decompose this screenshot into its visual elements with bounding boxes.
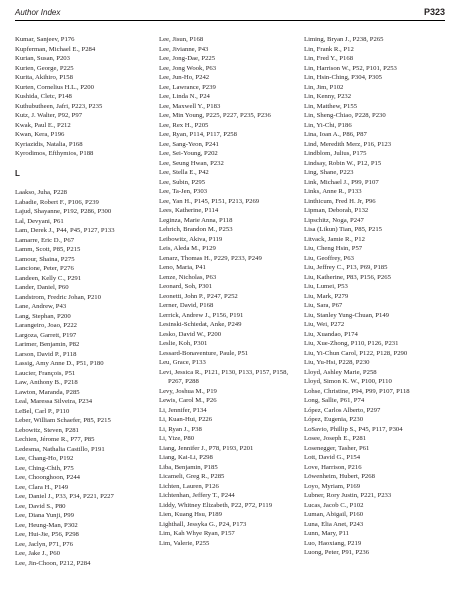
index-entry: Lloyd, Simon K. W., P100, P110 [304,378,392,385]
index-entry: Losee, Joseph E., P281 [304,435,367,442]
index-entry: Lehrich, Brandon M., P253 [159,226,233,233]
index-entry: Links, Anne R., P133 [304,188,362,195]
index-entry: Lin, Sheng-Chiao, P228, P230 [304,112,386,119]
index-entry: Lee, Hui-Jie, P56, P298 [15,531,79,538]
index-entry: Liu, Sara, P67 [304,302,343,309]
index-entry: López, Eugenia, P230 [304,416,364,423]
index-entry: Lin, Fred Y., P168 [304,55,354,62]
index-entry: Lessard-Bonaventure, Paule, P51 [159,349,249,357]
index-entry: Leonetti, John P., P247, P252 [159,292,238,300]
index-entry: Kurten, Cornelius H.L., P200 [15,83,94,91]
index-entry: Kushida, Cletc, P148 [15,93,72,100]
index-entry: Leal, Maressa Silveira, P234 [15,398,93,405]
index-entry: Lee, Jake J., P60 [15,550,60,557]
index-entry: Lee, Maxwell Y., P183 [159,102,221,110]
index-entry: Larson, David P., P118 [15,350,77,358]
index-entry: Lipschitz, Noga, P247 [304,216,364,224]
index-entry: López, Carlos Alberto, P297 [304,406,381,414]
entry-list-l [15,188,153,568]
index-entry: Lee, Ching-Chih, P75 [15,464,74,472]
index-entry: Kurian, Susan, P203 [15,55,70,62]
index-entry: Lerrick, Andrew J., P156, P191 [159,311,244,319]
index-entry: Lee, Diana Yunji, P99 [15,512,74,519]
index-entry: Luman, Abigail, P160 [304,511,364,518]
index-entry: Lee, Ryan, P114, P117, P258 [159,131,237,138]
index-entry: Kyrodimos, Efthymios, P188 [15,150,94,157]
index-entry: Lin, Hsin-Ching, P304, P305 [304,74,383,81]
index-entry: Lee, Choonghoon, P244 [15,474,81,481]
index-column-1 [15,35,153,568]
index-entry: Luo, Haoxiang, P219 [304,539,362,547]
index-entry: Liming, Bryan J., P238, P265 [304,36,384,43]
index-entry: Lam, Derek J., P44, P45, P127, P133 [15,227,115,234]
index-entry: Lin, Kenny, P232 [304,93,352,100]
index-entry: Leonard, Soh, P301 [159,283,213,290]
index-entry: Liba, Benjamin, P185 [159,463,218,471]
index-entry: Lim, Valerie, P255 [159,539,210,547]
index-entry: Lubner, Rory Justin, P221, P233 [304,492,392,499]
index-entry: Ledesma, Nathalia Castillo, P191 [15,445,105,453]
index-columns [0,35,460,605]
index-entry: Lenze, Nicholas, P63 [159,273,217,281]
index-entry: Kurien, George, P225 [15,64,74,72]
index-entry: Lamarre, Eric D., P67 [15,236,75,244]
index-entry: Kwan, Kera, P196 [15,131,65,138]
index-entry: Lander, Daniel, P60 [15,284,69,291]
index-entry: Losenegger, Tasher, P61 [304,444,370,452]
index-entry: Landeen, Kelly C., P291 [15,274,82,282]
index-entry: Lee, Jong-Dae, P225 [159,55,216,62]
index-entry: Litvack, Jamie R., P12 [304,235,365,243]
index-entry: Lighthall, Jessyka G., P24, P173 [159,520,247,528]
index-entry: Liu, Xuandao, P174 [304,330,358,338]
index-entry: Lee, Jivianne, P43 [159,45,209,53]
index-entry: Lee, Jisun, P168 [159,36,204,43]
index-entry: Liu, Yi-Chun Carol, P122, P128, P290 [304,349,408,357]
index-entry: Lott, David G., P154 [304,454,361,461]
index-entry: Lee, Jun-Ho, P242 [159,74,210,81]
index-entry: Ling, Shane, P223 [304,169,354,176]
index-entry: Lisa (Likun) Tian, P85, P215 [304,226,383,233]
index-entry: Leibowitz, Akiva, P119 [159,235,223,243]
running-header [15,4,445,18]
index-entry: Lichtenhan, Jeffery T., P244 [159,492,235,499]
page-number: P323 [423,7,445,17]
index-entry: Lee, Seung Hwan, P232 [159,159,224,167]
index-entry: Luna, Elia Anet, P243 [304,520,364,528]
index-entry: Lee, Subin, P295 [159,178,206,186]
index-entry: Lassig, Amy Anne D., P51, P180 [15,360,104,367]
index-entry: Linthicum, Fred H. Jr, P96 [304,197,376,205]
index-entry: Liu, Wei, P272 [304,321,345,328]
index-entry: Liu, Katherine, P83, P156, P265 [304,273,391,281]
index-entry: Liang, Jennifer J., P78, P193, P201 [159,444,254,452]
index-entry: Lamm, Scott, P85, P215 [15,246,81,253]
index-entry: Leno, Maria, P41 [159,264,206,271]
index-entry: Lichten, Lauren, P126 [159,482,219,490]
index-entry: Lin, Harrison W., P52, P101, P253 [304,64,397,72]
index-entry: Lin, Frank R., P12 [304,45,354,53]
index-entry: Lohse, Christine, P94, P99, P107, P118 [304,387,410,395]
index-entry: Liu, Yu-Hsi, P228, P230 [304,359,370,366]
index-entry: Li, Jennifer, P134 [159,406,207,414]
index-entry: Laucier, François, P51 [15,369,76,377]
index-entry: Largoza, Garrett, P197 [15,331,77,339]
index-entry: Lee, Min Young, P225, P227, P235, P236 [159,112,271,119]
section-title: Author Index [15,8,61,17]
index-entry: Lee, Daniel J., P33, P34, P221, P227 [15,493,114,500]
index-entry: Lee, Lawrance, P239 [159,83,216,91]
index-entry: Lancione, Peter, P276 [15,265,74,272]
index-column-3 [304,35,442,558]
index-entry: Lucas, Jacob C., P102 [304,501,364,509]
index-entry: Landstrom, Fredric Johan, P210 [15,293,101,301]
index-entry: Lerner, David, P168 [159,302,214,309]
index-entry: Larangeiro, Joao, P222 [15,322,78,329]
index-entry: Leginza, Marie Anna, P118 [159,216,233,224]
index-entry: Kumar, Sanjeev, P176 [15,36,75,43]
index-entry: Lien, Kuang Hsu, P189 [159,511,222,518]
index-entry: Liu, Mark, P279 [304,292,349,300]
index-entry: Lin, Jim, P102 [304,83,344,91]
index-entry: Lamour, Shaina, P275 [15,255,75,263]
entry-list [159,35,297,548]
index-entry: Lane, Andrew, P43 [15,303,67,310]
index-entry: Kyriazidis, Natalia, P168 [15,140,83,148]
index-entry: Luong, Peter, P91, P236 [304,549,370,556]
index-entry: Lee, Yan H., P145, P151, P213, P269 [159,197,260,205]
index-entry: Lechien, Jérome R., P77, P85 [15,436,95,443]
index-entry: Liddy, Whitney Elizabeth, P22, P72, P119 [159,501,273,509]
index-entry: Li, Ryan J., P38 [159,425,202,433]
index-entry: Liu, Stanley Yung-Chuan, P149 [304,311,390,319]
index-entry: Lee, Rex H., P205 [159,121,209,129]
index-entry: Löwenheim, Hubert, P268 [304,473,375,480]
index-entry: Liu, Xue-Zhong, P110, P126, P231 [304,340,399,347]
entry-list [304,35,442,558]
index-entry: Liu, Cheng Hsin, P57 [304,245,363,252]
index-entry: Kwak, Paul E., P212 [15,121,71,129]
index-entry: Liang, Kai-Li, P298 [159,454,213,461]
index-entry: Lajud, Shayanne, P192, P286, P300 [15,208,112,215]
index-entry: Lin, Matthew, P155 [304,102,358,110]
index-entry: Lewis, Carol M., P26 [159,397,217,404]
index-entry: Lee, Heung-Man, P302 [15,521,78,529]
index-entry: Leu, Grace, P133 [159,359,206,366]
index-entry: Lee, Clara H., P149 [15,483,69,491]
index-entry: Lindsay, Robin W., P12, P15 [304,159,382,167]
index-entry: Lees, Katherine, P114 [159,207,219,214]
index-entry: Lee, Stella E., P42 [159,169,209,176]
index-entry: Law, Anthony B., P218 [15,379,78,386]
index-entry: Li, Yize, P80 [159,435,195,442]
index-entry: Labadie, Robert F., P106, P239 [15,198,99,206]
section-letter-l: L [15,169,20,178]
index-entry: Lee, Jong Wook, P63 [159,64,217,72]
index-column-2 [159,35,297,548]
index-entry: Levy, Joshua M., P19 [159,387,217,395]
index-entry: Link, Michael J., P99, P107 [304,178,379,186]
index-entry: Kuthubutheen, Jafri, P223, P235 [15,102,103,110]
index-entry: Lee, Jaclyn, P71, P76 [15,540,73,548]
index-entry: Lim, Kah Whye Ryan, P157 [159,530,235,537]
index-entry: Lunn, Mary, P11 [304,530,350,537]
index-entry: Lesko, David W., P200 [159,330,222,338]
index-entry: Lawton, Maranda, P285 [15,388,80,396]
index-entry: Kupferman, Michael E., P284 [15,45,96,53]
index-entry: Li, Kuan-Hui, P226 [159,416,213,423]
header-rule [15,20,445,21]
index-entry: Kutz, J. Walter, P92, P97 [15,112,83,119]
index-entry: Lina, Ioan A., P86, P87 [304,131,367,138]
index-entry: Lesinski-Schiedat, Anke, P249 [159,321,242,328]
entry-list-k [15,35,153,159]
index-entry: Lloyd, Ashley Marie, P258 [304,368,377,376]
index-entry: Lal, Devyani, P61 [15,217,64,225]
index-entry: Lindblom, Julius, P175 [304,150,367,157]
index-entry: Lee, Linda N., P24 [159,93,210,100]
index-entry: Liu, Geoffrey, P63 [304,254,354,262]
index-entry: Long, Sallie, P61, P74 [304,397,365,404]
index-entry: Lin, Yi-Chi, P186 [304,121,352,129]
index-entry: Leslie, Koh, P301 [159,340,208,347]
index-entry: Lenarz, Thomas H., P229, P233, P249 [159,254,262,262]
index-entry: Licameli, Greg R., P285 [159,473,225,480]
index-entry: Loyo, Myriam, P169 [304,482,361,490]
index-entry: Leis, Aleda M., P129 [159,245,216,252]
index-entry: Lee, Chang-Ho, P192 [15,455,74,462]
index-entry: Larimer, Benjamin, P82 [15,341,80,348]
index-entry: Lipman, Deborah, P132 [304,207,369,214]
index-entry: LoSavio, Phillip S., P45, P117, P304 [304,425,403,433]
index-entry: Love, Harrison, P216 [304,463,362,471]
index-entry: Laakso, Juha, P228 [15,189,68,196]
index-entry: Lee, Sei-Young, P202 [159,150,218,157]
index-entry: Lee, David S., P80 [15,502,66,510]
index-entry: Lind, Meredith Merz, P16, P123 [304,140,392,148]
index-entry: LeBel, Carl P., P110 [15,407,70,415]
index-entry: Lee, Jin-Choon, P212, P284 [15,559,91,567]
index-entry: Liu, Jeffrey C., P13, P69, P185 [304,264,388,271]
index-entry: Kurita, Akihiro, P158 [15,74,73,81]
index-entry: Leber, William Schaefer, P85, P215 [15,417,111,424]
index-entry: Lee, Sang-Yeon, P241 [159,140,219,148]
index-entry: Lang, Stephan, P200 [15,312,71,320]
index-entry: Levi, Jessica R., P121, P130, P133, P157, P158, P267, P288 [159,368,289,385]
index-entry: Liu, Lumei, P53 [304,283,348,290]
index-entry: Lee, Ta-Jen, P303 [159,188,208,195]
index-entry: Lebowitz, Steven, P281 [15,426,79,434]
